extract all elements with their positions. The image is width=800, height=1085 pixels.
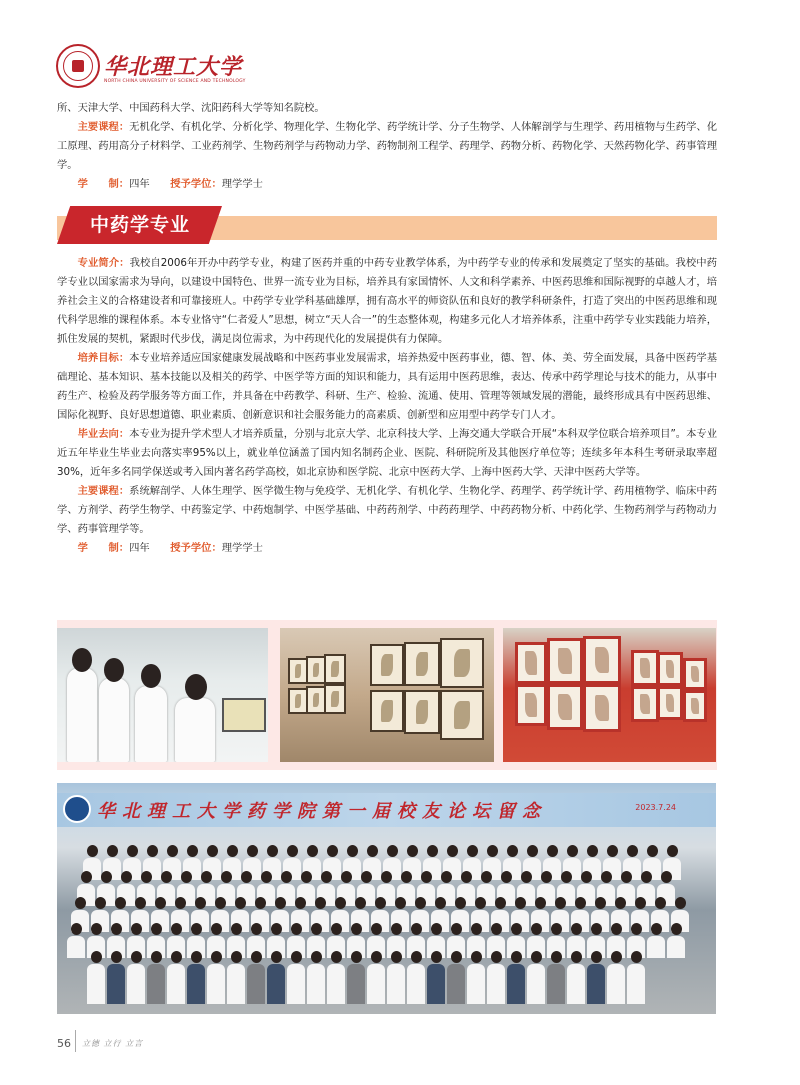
intro-text: 我校自2006年开办中药学专业，构建了医药并重的中药专业教学体系，为中药学专业的传承和发展奠定了坚实的基础。我校中药学专业以国家需求为导向，以建设中国特色、世界一流专业为目标，培养具有家国情怀、人文和科学素养、中医药思维和国际视野的卓越人才，培养社会主义的合格建设者和可靠接班人。中药学专业学科基础雄厚，拥有高水平的师资队伍和良好的教学科研条件，打造了突出的中医药思维和现代科学思维的课程体系。本专业恪守“仁者爱人”思想，树立“天人合一”的生态整体观，构建多元化人才培养体系，注重中药学专业实践能力培养，抓住发展的契机，紧跟时代步伐，满足岗位需求，为中药现代化的发展提供有力保障。	[57, 257, 718, 345]
prev-degree-label: 授予学位：	[170, 178, 222, 190]
lab-photo	[57, 628, 268, 762]
group-member	[587, 951, 605, 1004]
career-paragraph	[57, 425, 717, 482]
group-member	[527, 951, 545, 1004]
group-member	[187, 951, 205, 1004]
group-member	[207, 951, 225, 1004]
group-member	[247, 951, 265, 1004]
intro-paragraph	[57, 254, 717, 349]
goal-paragraph	[57, 349, 717, 425]
group-member	[427, 951, 445, 1004]
prev-section-tail	[57, 99, 717, 194]
footer-divider	[75, 1030, 76, 1052]
group-member	[607, 951, 625, 1004]
courses-paragraph	[57, 482, 717, 539]
group-member	[487, 951, 505, 1004]
prev-duration: 四年	[129, 178, 150, 190]
courses-label: 主要课程：	[77, 485, 130, 497]
group-member	[307, 951, 325, 1004]
group-member	[227, 951, 245, 1004]
group-member	[147, 951, 165, 1004]
group-member	[167, 951, 185, 1004]
group-member	[287, 951, 305, 1004]
prev-line1: 所、天津大学、中国药科大学、沈阳药科大学等知名院校。	[57, 102, 325, 114]
group-member	[267, 951, 285, 1004]
prev-courses-label: 主要课程：	[77, 121, 130, 133]
group-member	[67, 923, 85, 958]
degree-value: 理学学士	[221, 542, 263, 554]
university-logo	[56, 44, 100, 88]
duration-value: 四年	[129, 542, 150, 554]
page-number: 56	[57, 1037, 71, 1050]
section-body	[57, 254, 717, 558]
group-member	[387, 951, 405, 1004]
intro-label: 专业简介：	[77, 257, 130, 269]
prev-duration-degree	[57, 175, 717, 194]
prev-degree: 理学学士	[221, 178, 263, 190]
prev-courses-text: 无机化学、有机化学、分析化学、物理化学、生物化学、药学统计学、分子生物学、人体解剖学与生理学、药用植物与生药学、化工原理、药用高分子材料学、工业药剂学、生物药剂学与药物动力学、药物制剂工程学、药理学、药物分析、药物化学、天然药物化学、药事管理学。	[57, 121, 718, 171]
group-member	[347, 951, 365, 1004]
courses-text: 系统解剖学、人体生理学、医学微生物与免疫学、无机化学、有机化学、生物化学、药理学、药学统计学、药用植物学、临床中药学、方剂学、药学生物学、中药鉴定学、中药炮制学、中医学基础、中药药剂学、中药药理学、中药药物分析、中药化学、生物药剂学与药物动力学、药事管理学等。	[57, 485, 718, 535]
herbarium-display-photo	[503, 628, 716, 762]
career-label: 毕业去向：	[77, 428, 130, 440]
duration-label: 学 制：	[77, 542, 130, 554]
college-emblem	[63, 795, 91, 823]
section-title: 中药学专业	[90, 214, 191, 236]
university-name-cn: 华北理工大学	[104, 54, 243, 80]
group-member	[667, 923, 685, 958]
duration-degree-line	[57, 539, 717, 558]
group-member	[87, 951, 105, 1004]
group-photo-banner-text: 华北理工大学药学院第一届校友论坛留念	[97, 801, 547, 822]
group-member	[447, 951, 465, 1004]
alumni-group-photo	[57, 783, 716, 1014]
group-member	[547, 951, 565, 1004]
group-member	[327, 951, 345, 1004]
group-member	[467, 951, 485, 1004]
prev-courses	[57, 118, 717, 175]
specimen-gallery-photo	[280, 628, 494, 762]
university-name-en: NORTH CHINA UNIVERSITY OF SCIENCE AND TECHNOLOGY	[104, 79, 246, 84]
group-member	[647, 923, 665, 958]
goal-text: 本专业培养适应国家健康发展战略和中医药事业发展需求，培养热爱中医药事业，德、智、体、美、劳全面发展，具备中医药学基础理论、基本知识、基本技能以及相关的药学、中医学等方面的知识和能力，具有运用中医药思维，表达、传承中药学理论与技术的能力，从事中药生产、检验及药学服务等方面工作，并具备在中药教学、科研、生产、检验、流通、使用、管理等领域发展的潜能，最终形成具有中医药思维、国际化视野、良好思想道德、职业素质、创新意识和社会服务能力的高素质、创新型和应用型中药学专门人才。	[57, 352, 718, 421]
group-member	[107, 951, 125, 1004]
group-member	[627, 951, 645, 1004]
group-member	[507, 951, 525, 1004]
footer-motto: 立德 立行 立言	[82, 1039, 144, 1048]
group-member	[367, 951, 385, 1004]
prev-duration-label: 学 制：	[77, 178, 130, 190]
degree-label: 授予学位：	[170, 542, 222, 554]
goal-label: 培养目标：	[77, 352, 130, 364]
group-member	[127, 951, 145, 1004]
group-member	[567, 951, 585, 1004]
group-member	[407, 951, 425, 1004]
career-text: 本专业为提升学术型人才培养质量，分别与北京大学、北京科技大学、上海交通大学联合开展“本科双学位联合培养项目”。本专业近五年毕业生毕业去向落实率95%以上，就业单位涵盖了国内知名制药企业、医院、科研院所及其他医疗单位等；连续多年本科生考研录取率超30%，近年多名同学保送或考入国内著名药学高校，如北京协和医学院、北京中医药大学、上海中医药大学、天津中医药大学等。	[57, 428, 718, 478]
group-photo-date: 2023.7.24	[635, 803, 676, 812]
